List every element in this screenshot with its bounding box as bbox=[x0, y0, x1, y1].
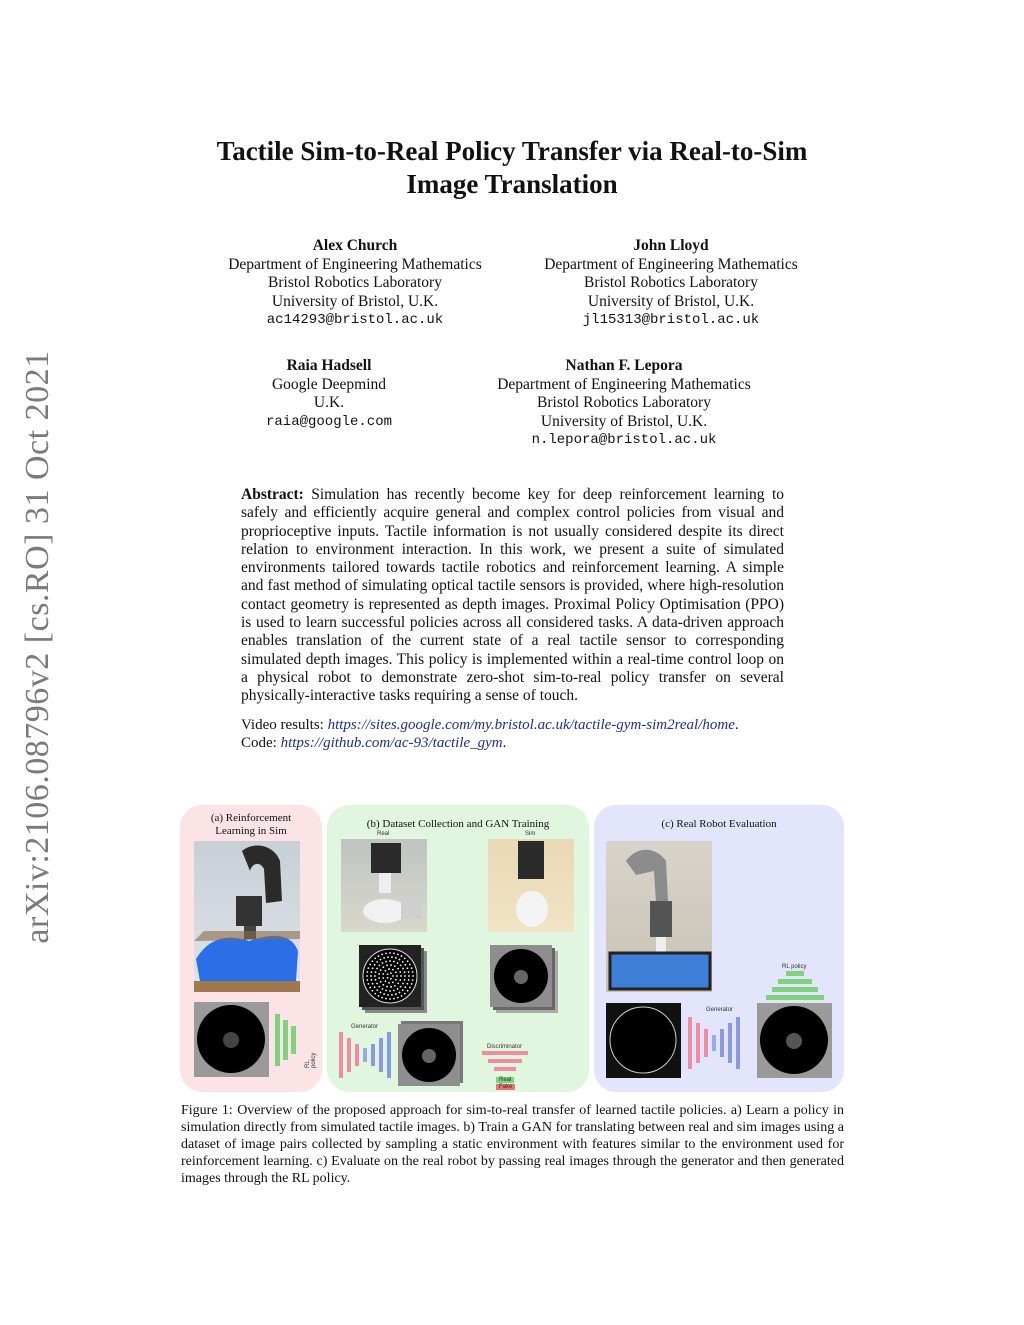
tactile-pin bbox=[387, 977, 389, 979]
tactile-pin bbox=[369, 964, 371, 966]
tactile-pin bbox=[390, 978, 392, 980]
tactile-pin bbox=[385, 980, 387, 982]
tactile-pin bbox=[374, 993, 376, 995]
real-output-badge: Real bbox=[496, 1077, 514, 1083]
tactile-pin bbox=[402, 989, 404, 991]
tactile-pin bbox=[407, 960, 409, 962]
fake-output-badge: Fake bbox=[496, 1084, 515, 1090]
panel-c-title: (c) Real Robot Evaluation bbox=[661, 818, 777, 830]
panel-b bbox=[327, 805, 589, 1092]
tactile-pin bbox=[382, 973, 384, 975]
tactile-pin bbox=[411, 983, 413, 985]
author-dept: Department of Engineering Mathematics bbox=[228, 255, 482, 273]
author-block-4 bbox=[474, 357, 774, 450]
title-line-2: Image Translation bbox=[406, 169, 618, 199]
tactile-pin bbox=[408, 979, 410, 981]
panel-b-title: (b) Dataset Collection and GAN Training bbox=[366, 818, 550, 830]
tactile-pin bbox=[404, 986, 406, 988]
tactile-pin bbox=[386, 986, 388, 988]
tactile-pin bbox=[399, 971, 401, 973]
figure-caption: Figure 1: Overview of the proposed approach for sim-to-real transfer of learned tactile policies. a) Learn a policy in simulation directly from simulated tactile images. b) Train a GAN for translating between real and sim images using a dataset of image pairs collected by sampling a static environment with features similar to the environment used for reinforcement learning. c) Evaluate on the real robot by passing real images through the generator and then generated images through the RL policy. bbox=[181, 1103, 844, 1186]
tactile-pin bbox=[381, 953, 383, 955]
tactile-pin bbox=[389, 960, 391, 962]
sim-scene-image bbox=[488, 839, 574, 932]
author-inst: University of Bristol, U.K. bbox=[587, 292, 755, 310]
real-tactile-image bbox=[359, 945, 421, 1007]
abstract-text: Simulation has recently become key for deep reinforcement learning to safely and efficiently acquire general and complex control policies from visual and proprioceptive inputs. Tactile information is not usually considered despite its direct relation to environment interaction. In this work, we present a suite of simulated environments tailored towards tactile robotics and reinforcement learning. A simple and fast method of simulating optical tactile sensors is provided, where high-resolution contact geometry is represented as depth images. Proximal Policy Optimisation (PPO) is used to learn successful policies across all considered tasks. A data-driven approach enables translation of the current state of a real tactile sensor to corresponding simulated depth images. This policy is implemented within a real-time control loop on a physical robot to demonstrate zero-shot sim-to-real policy transfer on several physically-interactive tasks requiring a sense of touch. bbox=[241, 486, 784, 705]
title-line-1: Tactile Sim-to-Real Policy Transfer via Real-to-Sim bbox=[216, 136, 808, 166]
tactile-pin bbox=[392, 969, 394, 971]
tactile-pin bbox=[378, 977, 380, 979]
tactile-pin bbox=[374, 975, 376, 977]
generated-image-b bbox=[398, 1024, 460, 1086]
real-label: Real bbox=[377, 831, 390, 837]
tactile-pin bbox=[394, 965, 396, 967]
tactile-pin bbox=[404, 957, 406, 959]
author-lab: Bristol Robotics Laboratory bbox=[584, 274, 758, 291]
tactile-pin bbox=[395, 957, 397, 959]
author-lab: U.K. bbox=[313, 394, 345, 411]
rl-policy-label-a: RL policy bbox=[305, 1052, 317, 1068]
sim-robot-image bbox=[194, 841, 300, 992]
tactile-pin bbox=[376, 983, 378, 985]
tactile-pin bbox=[399, 979, 401, 981]
author-email[interactable]: n.lepora@bristol.ac.uk bbox=[531, 432, 717, 448]
video-link[interactable]: https://sites.google.com/my.bristol.ac.uk/tactile-gym-sim2real/home bbox=[327, 717, 735, 733]
tactile-pin bbox=[378, 973, 380, 975]
tactile-pin bbox=[382, 984, 384, 986]
panel-a bbox=[180, 805, 322, 1092]
tactile-pin bbox=[387, 994, 389, 996]
author-block-2 bbox=[521, 237, 821, 330]
author-email[interactable]: ac14293@bristol.ac.uk bbox=[266, 312, 444, 328]
tactile-pin bbox=[387, 973, 389, 975]
tactile-pin bbox=[389, 990, 391, 992]
tactile-pin bbox=[397, 962, 399, 964]
tactile-pin bbox=[366, 975, 368, 977]
author-lab: Bristol Robotics Laboratory bbox=[268, 274, 442, 291]
panel-c bbox=[594, 805, 844, 1092]
author-inst: University of Bristol, U.K. bbox=[271, 292, 439, 310]
tactile-pin bbox=[378, 995, 380, 997]
real-tactile-image-c bbox=[606, 1003, 681, 1078]
tactile-pin bbox=[404, 971, 406, 973]
generated-image-c bbox=[757, 1003, 832, 1078]
tactile-pin bbox=[401, 955, 403, 957]
tactile-pin bbox=[371, 979, 373, 981]
author-block-3 bbox=[229, 357, 429, 431]
tactile-pin bbox=[392, 981, 394, 983]
tactile-pin bbox=[395, 993, 397, 995]
tactile-pin bbox=[404, 979, 406, 981]
tactile-pin bbox=[397, 988, 399, 990]
tactile-pin bbox=[406, 983, 408, 985]
author-inst: University of Bristol, U.K. bbox=[540, 412, 708, 430]
generator-label-b: Generator bbox=[351, 1024, 379, 1030]
tactile-pin bbox=[399, 992, 401, 994]
tactile-pin bbox=[380, 981, 382, 983]
tactile-pin bbox=[385, 952, 387, 954]
tactile-pin bbox=[393, 998, 395, 1000]
tactile-pin bbox=[372, 983, 374, 985]
tactile-pin bbox=[383, 993, 385, 995]
tactile-pin bbox=[390, 964, 392, 966]
generator-label-c: Generator bbox=[706, 1007, 734, 1013]
tactile-pin bbox=[400, 986, 402, 988]
tactile-pin bbox=[374, 986, 376, 988]
sim-label: Sim bbox=[525, 831, 536, 837]
sim-depth-image bbox=[194, 1002, 269, 1077]
tactile-pin bbox=[376, 961, 378, 963]
tactile-pin bbox=[366, 979, 368, 981]
abstract bbox=[241, 486, 784, 706]
tactile-pin bbox=[371, 971, 373, 973]
tactile-pin bbox=[378, 955, 380, 957]
author-dept: Department of Engineering Mathematics bbox=[544, 255, 798, 273]
tactile-pin bbox=[383, 957, 385, 959]
figure-1 bbox=[180, 805, 845, 1093]
tactile-pin bbox=[412, 971, 414, 973]
tactile-pin bbox=[382, 966, 384, 968]
author-block-1 bbox=[205, 237, 505, 330]
tactile-pin bbox=[382, 977, 384, 979]
tactile-pin bbox=[397, 983, 399, 985]
author-dept: Department of Engineering Mathematics bbox=[497, 375, 751, 393]
tactile-pin bbox=[412, 975, 414, 977]
arxiv-side-label: arXiv:2106.08796v2 [cs.RO] 31 Oct 2021 bbox=[19, 350, 56, 944]
tactile-pin bbox=[395, 979, 397, 981]
tactile-pin bbox=[369, 987, 371, 989]
tactile-pin bbox=[404, 993, 406, 995]
tactile-pin bbox=[389, 998, 391, 1000]
tactile-pin bbox=[389, 952, 391, 954]
rl-policy-network-c bbox=[764, 971, 826, 1001]
tactile-pin bbox=[380, 969, 382, 971]
tactile-pin bbox=[400, 975, 402, 977]
tactile-pin bbox=[397, 953, 399, 955]
tactile-pin bbox=[394, 985, 396, 987]
tactile-pin bbox=[388, 982, 390, 984]
tactile-pin bbox=[406, 967, 408, 969]
tactile-pin bbox=[407, 990, 409, 992]
code-link[interactable]: https://github.com/ac-93/tactile_gym bbox=[280, 735, 503, 751]
tactile-pin bbox=[395, 971, 397, 973]
tactile-pin bbox=[391, 994, 393, 996]
tactile-pin bbox=[392, 975, 394, 977]
tactile-pin bbox=[390, 986, 392, 988]
tactile-pin bbox=[400, 964, 402, 966]
sim-tactile-image bbox=[490, 945, 552, 1007]
tactile-pin bbox=[397, 968, 399, 970]
tactile-pin bbox=[393, 952, 395, 954]
tactile-pin bbox=[387, 956, 389, 958]
tactile-pin bbox=[385, 970, 387, 972]
tactile-pin bbox=[382, 962, 384, 964]
tactile-pin bbox=[367, 983, 369, 985]
tactile-pin bbox=[376, 968, 378, 970]
tactile-pin bbox=[371, 960, 373, 962]
author-name: Raia Hadsell bbox=[286, 357, 372, 374]
tactile-pin bbox=[412, 979, 414, 981]
discriminator-label: Discriminator bbox=[487, 1044, 523, 1050]
tactile-pin bbox=[385, 961, 387, 963]
tactile-pin bbox=[404, 975, 406, 977]
real-robot-eval-image bbox=[606, 841, 712, 992]
video-label: Video results: bbox=[241, 717, 324, 733]
links-block: Video results: https://sites.google.com/my.bristol.ac.uk/tactile-gym-sim2real/home. Code: https://github.com/ac-93/tactile_gym. bbox=[241, 717, 739, 751]
tactile-pin bbox=[380, 992, 382, 994]
tactile-pin bbox=[402, 968, 404, 970]
paper-title bbox=[0, 135, 1024, 201]
tactile-pin bbox=[382, 988, 384, 990]
tactile-pin bbox=[375, 979, 377, 981]
tactile-pin bbox=[393, 990, 395, 992]
generator-network-b bbox=[337, 1028, 399, 1080]
author-lab: Bristol Robotics Laboratory bbox=[537, 394, 711, 411]
rl-policy-label-c: RL policy bbox=[782, 964, 807, 970]
tactile-pin bbox=[399, 959, 401, 961]
tactile-pin bbox=[385, 998, 387, 1000]
author-name: Alex Church bbox=[312, 237, 398, 254]
tactile-pin bbox=[370, 975, 372, 977]
tactile-pin bbox=[396, 975, 398, 977]
rl-policy-network bbox=[273, 1010, 307, 1070]
tactile-pin bbox=[408, 971, 410, 973]
panel-a-title: (a) Reinforcement Learning in Sim bbox=[210, 812, 292, 837]
tactile-pin bbox=[401, 995, 403, 997]
tactile-pin bbox=[409, 964, 411, 966]
tactile-pin bbox=[371, 990, 373, 992]
tactile-pin bbox=[393, 961, 395, 963]
tactile-pin bbox=[378, 986, 380, 988]
tactile-pin bbox=[390, 972, 392, 974]
tactile-pin bbox=[372, 967, 374, 969]
tactile-pin bbox=[391, 956, 393, 958]
tactile-pin bbox=[366, 971, 368, 973]
abstract-label: Abstract: bbox=[241, 486, 304, 503]
tactile-pin bbox=[378, 964, 380, 966]
tactile-pin bbox=[397, 997, 399, 999]
generator-network-c bbox=[686, 1013, 748, 1073]
tactile-pin bbox=[408, 975, 410, 977]
tactile-pin bbox=[374, 957, 376, 959]
tactile-pin bbox=[380, 959, 382, 961]
tactile-pin bbox=[402, 961, 404, 963]
real-robot-image bbox=[341, 839, 427, 932]
code-label: Code: bbox=[241, 735, 277, 751]
tactile-pin bbox=[386, 965, 388, 967]
tactile-pin bbox=[381, 997, 383, 999]
author-email[interactable]: jl15313@bristol.ac.uk bbox=[582, 312, 760, 328]
author-name: Nathan F. Lepora bbox=[565, 357, 683, 374]
author-name: John Lloyd bbox=[633, 237, 709, 254]
tactile-pin bbox=[374, 964, 376, 966]
tactile-pin bbox=[402, 983, 404, 985]
tactile-pin bbox=[411, 967, 413, 969]
tactile-pin bbox=[404, 964, 406, 966]
tactile-pin bbox=[375, 971, 377, 973]
tactile-pin bbox=[388, 968, 390, 970]
tactile-pin bbox=[385, 990, 387, 992]
tactile-pin bbox=[409, 987, 411, 989]
author-dept: Google Deepmind bbox=[271, 375, 387, 393]
tactile-pin bbox=[367, 967, 369, 969]
tactile-pin bbox=[376, 989, 378, 991]
author-email[interactable]: raia@google.com bbox=[265, 413, 393, 430]
